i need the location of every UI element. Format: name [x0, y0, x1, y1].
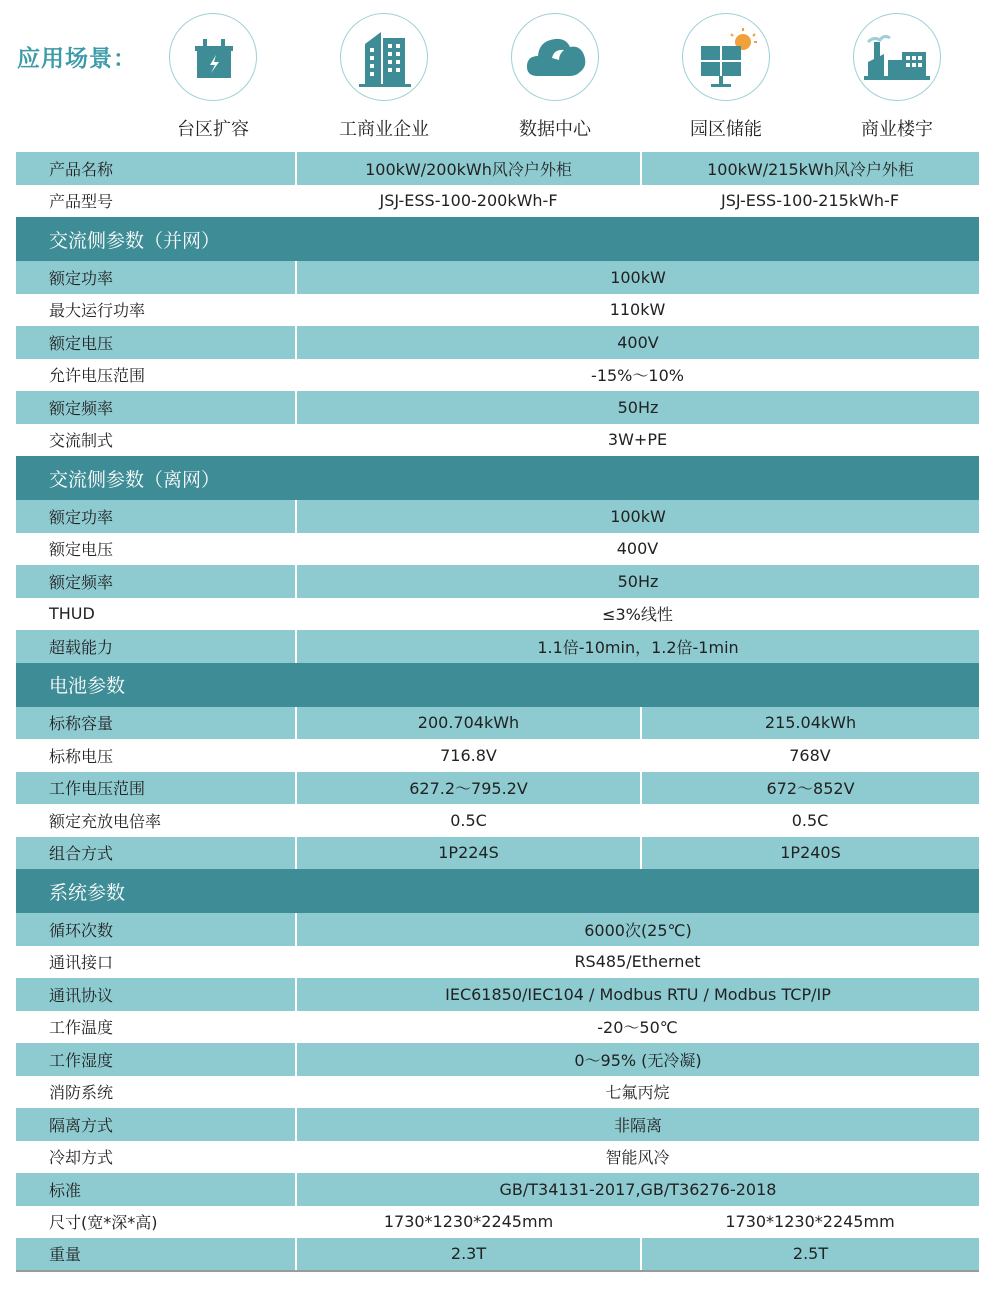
battery-icon [169, 13, 257, 101]
spec-value: 100kW/215kWh风冷户外柜 [641, 152, 979, 185]
spec-key: 工作湿度 [16, 1043, 296, 1076]
spec-key: 标称电压 [49, 746, 114, 766]
scenario-label: 工商业企业 [339, 119, 429, 140]
application-scenarios [0, 0, 1000, 152]
scenario-item [480, 13, 630, 141]
spec-value: JSJ-ESS-100-200kWh-F [379, 191, 558, 211]
spec-value: -20～50℃ [597, 1018, 678, 1038]
spec-key: 工作温度 [49, 1018, 114, 1038]
spec-row [16, 837, 979, 870]
spec-key: 额定频率 [16, 565, 296, 598]
spec-row [16, 152, 979, 185]
spec-value: 6000次(25℃) [296, 913, 979, 946]
section-header [16, 217, 979, 261]
spec-key: 额定电压 [49, 540, 114, 560]
spec-key: 额定电压 [16, 326, 296, 359]
scenarios-label: 应用场景： [17, 46, 137, 72]
factory-icon [853, 13, 941, 101]
spec-value: 50Hz [296, 391, 979, 424]
spec-key: 通讯协议 [16, 978, 296, 1011]
spec-value: 2.3T [296, 1238, 641, 1271]
spec-value: 七氟丙烷 [605, 1083, 670, 1103]
spec-row [16, 1076, 979, 1109]
spec-key: 额定功率 [16, 500, 296, 533]
spec-key: 额定频率 [16, 391, 296, 424]
section-header [16, 869, 979, 913]
spec-value: 0～95% (无冷凝) [296, 1043, 979, 1076]
spec-key: 消防系统 [49, 1083, 114, 1103]
spec-key: THUD [49, 604, 95, 624]
scenario-item [651, 13, 801, 141]
spec-value: 1730*1230*2245mm [725, 1212, 895, 1232]
spec-key: 工作电压范围 [16, 772, 296, 805]
spec-value: 0.5C [450, 810, 487, 830]
spec-row [16, 913, 979, 946]
spec-value: 200.704kWh [296, 707, 641, 740]
spec-row [16, 1238, 979, 1271]
spec-value: 768V [789, 745, 831, 765]
section-header [16, 456, 979, 500]
spec-row [16, 1206, 979, 1239]
spec-key: 超载能力 [16, 630, 296, 663]
spec-value: IEC61850/IEC104 / Modbus RTU / Modbus TCP/IP [296, 978, 979, 1011]
spec-value: 1.1倍-10min，1.2倍-1min [296, 630, 979, 663]
spec-row [16, 1141, 979, 1174]
spec-key: 重量 [16, 1238, 296, 1271]
building-icon [340, 13, 428, 101]
spec-row [16, 359, 979, 392]
spec-value: JSJ-ESS-100-215kWh-F [720, 191, 900, 211]
spec-row [16, 1108, 979, 1141]
spec-row [16, 533, 979, 566]
spec-key: 允许电压范围 [49, 366, 146, 386]
spec-row [16, 772, 979, 805]
scenario-label: 园区储能 [690, 119, 762, 140]
spec-key: 标称容量 [16, 707, 296, 740]
spec-table [16, 152, 979, 1272]
spec-row [16, 598, 979, 631]
spec-value: 100kW [296, 500, 979, 533]
spec-key: 通讯接口 [49, 953, 114, 973]
spec-value: 100kW/200kWh风冷户外柜 [296, 152, 641, 185]
scenario-item [822, 13, 972, 141]
spec-row [16, 565, 979, 598]
spec-value: 110kW [609, 300, 666, 320]
spec-key: 尺寸(宽*深*高) [49, 1213, 158, 1233]
spec-key: 最大运行功率 [49, 301, 146, 321]
spec-value: 215.04kWh [641, 707, 979, 740]
spec-key: 交流制式 [49, 431, 114, 451]
spec-row [16, 946, 979, 979]
spec-key: 冷却方式 [49, 1148, 114, 1168]
spec-value: 非隔离 [296, 1108, 979, 1141]
spec-row [16, 391, 979, 424]
spec-value: 3W+PE [607, 430, 668, 450]
spec-value: GB/T34131-2017,GB/T36276-2018 [296, 1173, 979, 1206]
spec-row [16, 707, 979, 740]
spec-value: 1P240S [641, 837, 979, 870]
spec-value: 672～852V [641, 772, 979, 805]
spec-row [16, 804, 979, 837]
spec-key: 产品型号 [49, 192, 114, 212]
spec-key: 额定充放电倍率 [49, 811, 162, 831]
spec-row [16, 1011, 979, 1044]
spec-row [16, 630, 979, 663]
section-header [16, 663, 979, 707]
spec-row [16, 978, 979, 1011]
spec-row [16, 500, 979, 533]
spec-value: 50Hz [296, 565, 979, 598]
spec-value: 2.5T [641, 1238, 979, 1271]
spec-key: 产品名称 [16, 152, 296, 185]
spec-row [16, 739, 979, 772]
spec-row [16, 424, 979, 457]
spec-row [16, 294, 979, 327]
spec-value: RS485/Ethernet [574, 952, 701, 972]
spec-value: -15%～10% [591, 366, 684, 386]
spec-key: 隔离方式 [16, 1108, 296, 1141]
spec-value: 627.2～795.2V [296, 772, 641, 805]
spec-key: 额定功率 [16, 261, 296, 294]
section-title: 电池参数 [16, 663, 979, 707]
spec-value: 0.5C [791, 810, 829, 830]
spec-row [16, 261, 979, 294]
solar-panel-icon [682, 13, 770, 101]
scenario-label: 商业楼宇 [861, 119, 933, 140]
spec-key: 循环次数 [16, 913, 296, 946]
section-title: 系统参数 [16, 869, 979, 913]
spec-value: ≤3%线性 [602, 605, 673, 625]
scenario-item [309, 13, 459, 141]
scenario-item [138, 13, 288, 141]
spec-value: 400V [616, 539, 659, 559]
spec-key: 标准 [16, 1173, 296, 1206]
section-title: 交流侧参数（并网） [16, 217, 979, 261]
spec-row [16, 185, 979, 218]
spec-value: 400V [296, 326, 979, 359]
scenario-label: 数据中心 [519, 119, 591, 140]
spec-value: 1730*1230*2245mm [383, 1212, 554, 1232]
spec-value: 智能风冷 [605, 1148, 670, 1168]
spec-value: 100kW [296, 261, 979, 294]
scenario-label: 台区扩容 [177, 119, 249, 140]
spec-key: 组合方式 [16, 837, 296, 870]
section-title: 交流侧参数（离网） [16, 456, 979, 500]
cloud-icon [511, 13, 599, 101]
spec-row [16, 1043, 979, 1076]
spec-row [16, 1173, 979, 1206]
spec-row [16, 326, 979, 359]
spec-value: 716.8V [440, 745, 497, 765]
spec-value: 1P224S [296, 837, 641, 870]
